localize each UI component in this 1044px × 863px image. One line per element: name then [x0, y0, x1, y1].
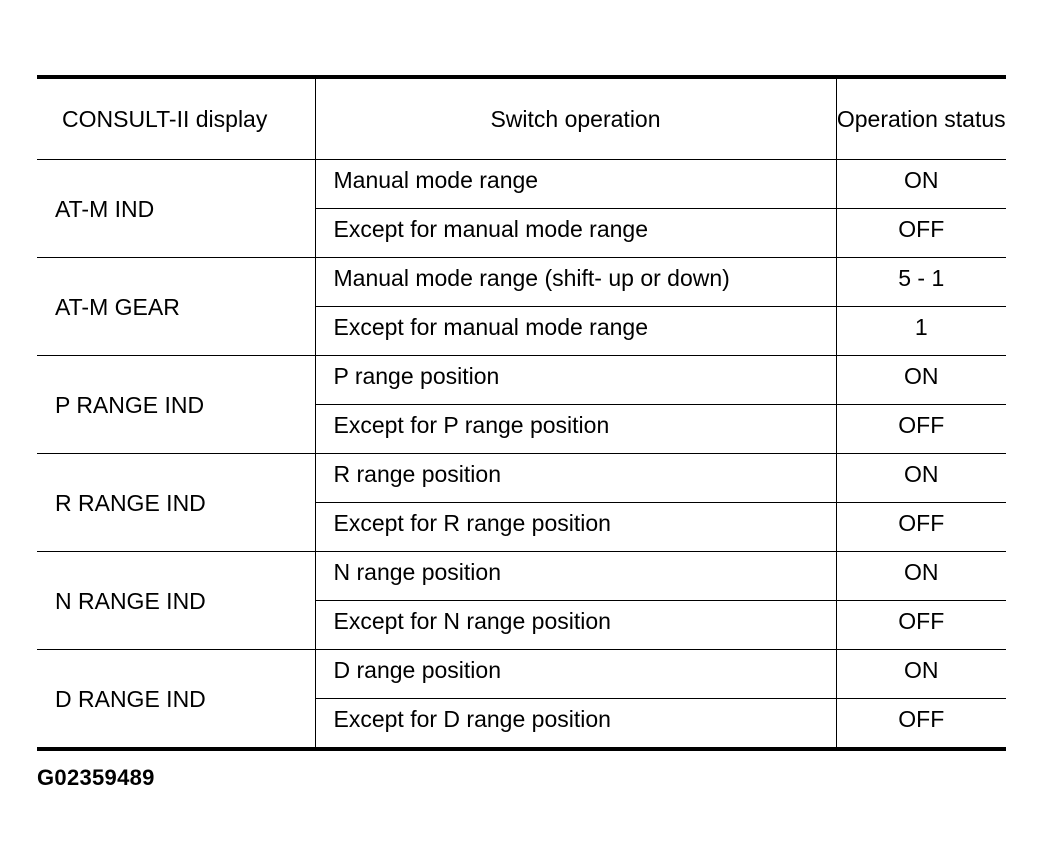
table-body [37, 160, 1006, 750]
operation-status-cell: ON [836, 454, 1006, 503]
signal-name: AT-M GEAR [37, 258, 315, 356]
switch-operation-cell: Except for D range position [315, 699, 836, 750]
switch-operation-cell: Except for P range position [315, 405, 836, 454]
table-row [37, 454, 1006, 503]
switch-operation-cell: N range position [315, 552, 836, 601]
switch-operation-cell: Manual mode range (shift- up or down) [315, 258, 836, 307]
signal-name: D RANGE IND [37, 650, 315, 750]
table-row [37, 552, 1006, 601]
operation-status-cell: ON [836, 160, 1006, 209]
operation-status-cell: OFF [898, 706, 945, 732]
operation-status-cell: 5 - 1 [836, 258, 1006, 307]
switch-operation-cell: Except for R range position [315, 503, 836, 552]
switch-operation-cell: P range position [315, 356, 836, 405]
operation-status-cell: OFF [836, 601, 1006, 650]
table-row [37, 650, 1006, 699]
operation-status-cell: OFF [836, 405, 1006, 454]
operation-status-cell: OFF [836, 503, 1006, 552]
consult-display-table-container [37, 75, 1006, 751]
switch-operation-cell: Except for manual mode range [315, 307, 836, 356]
table-row [37, 356, 1006, 405]
header-consult-display: CONSULT-II display [37, 77, 315, 160]
switch-operation-cell: R range position [315, 454, 836, 503]
switch-operation-cell: Except for N range position [315, 601, 836, 650]
table-row [37, 160, 1006, 209]
header-switch-operation: Switch operation [315, 77, 836, 160]
signal-name: N RANGE IND [37, 552, 315, 650]
operation-status-cell: 1 [836, 307, 1006, 356]
operation-status-cell: ON [836, 552, 1006, 601]
operation-status-cell: ON [836, 356, 1006, 405]
consult-display-table [37, 75, 1006, 751]
signal-name: R RANGE IND [37, 454, 315, 552]
switch-operation-cell: Manual mode range [315, 160, 836, 209]
operation-status-cell: OFF [836, 209, 1006, 258]
switch-operation-cell: Except for manual mode range [315, 209, 836, 258]
operation-status-cell: ON [836, 650, 1006, 699]
table-header-row [37, 77, 1006, 160]
table-row [37, 258, 1006, 307]
switch-operation-cell: D range position [315, 650, 836, 699]
signal-name: AT-M IND [37, 160, 315, 258]
signal-name: P RANGE IND [37, 356, 315, 454]
figure-id-label: G02359489 [37, 765, 155, 790]
header-operation-status: Operation status [836, 77, 1006, 160]
